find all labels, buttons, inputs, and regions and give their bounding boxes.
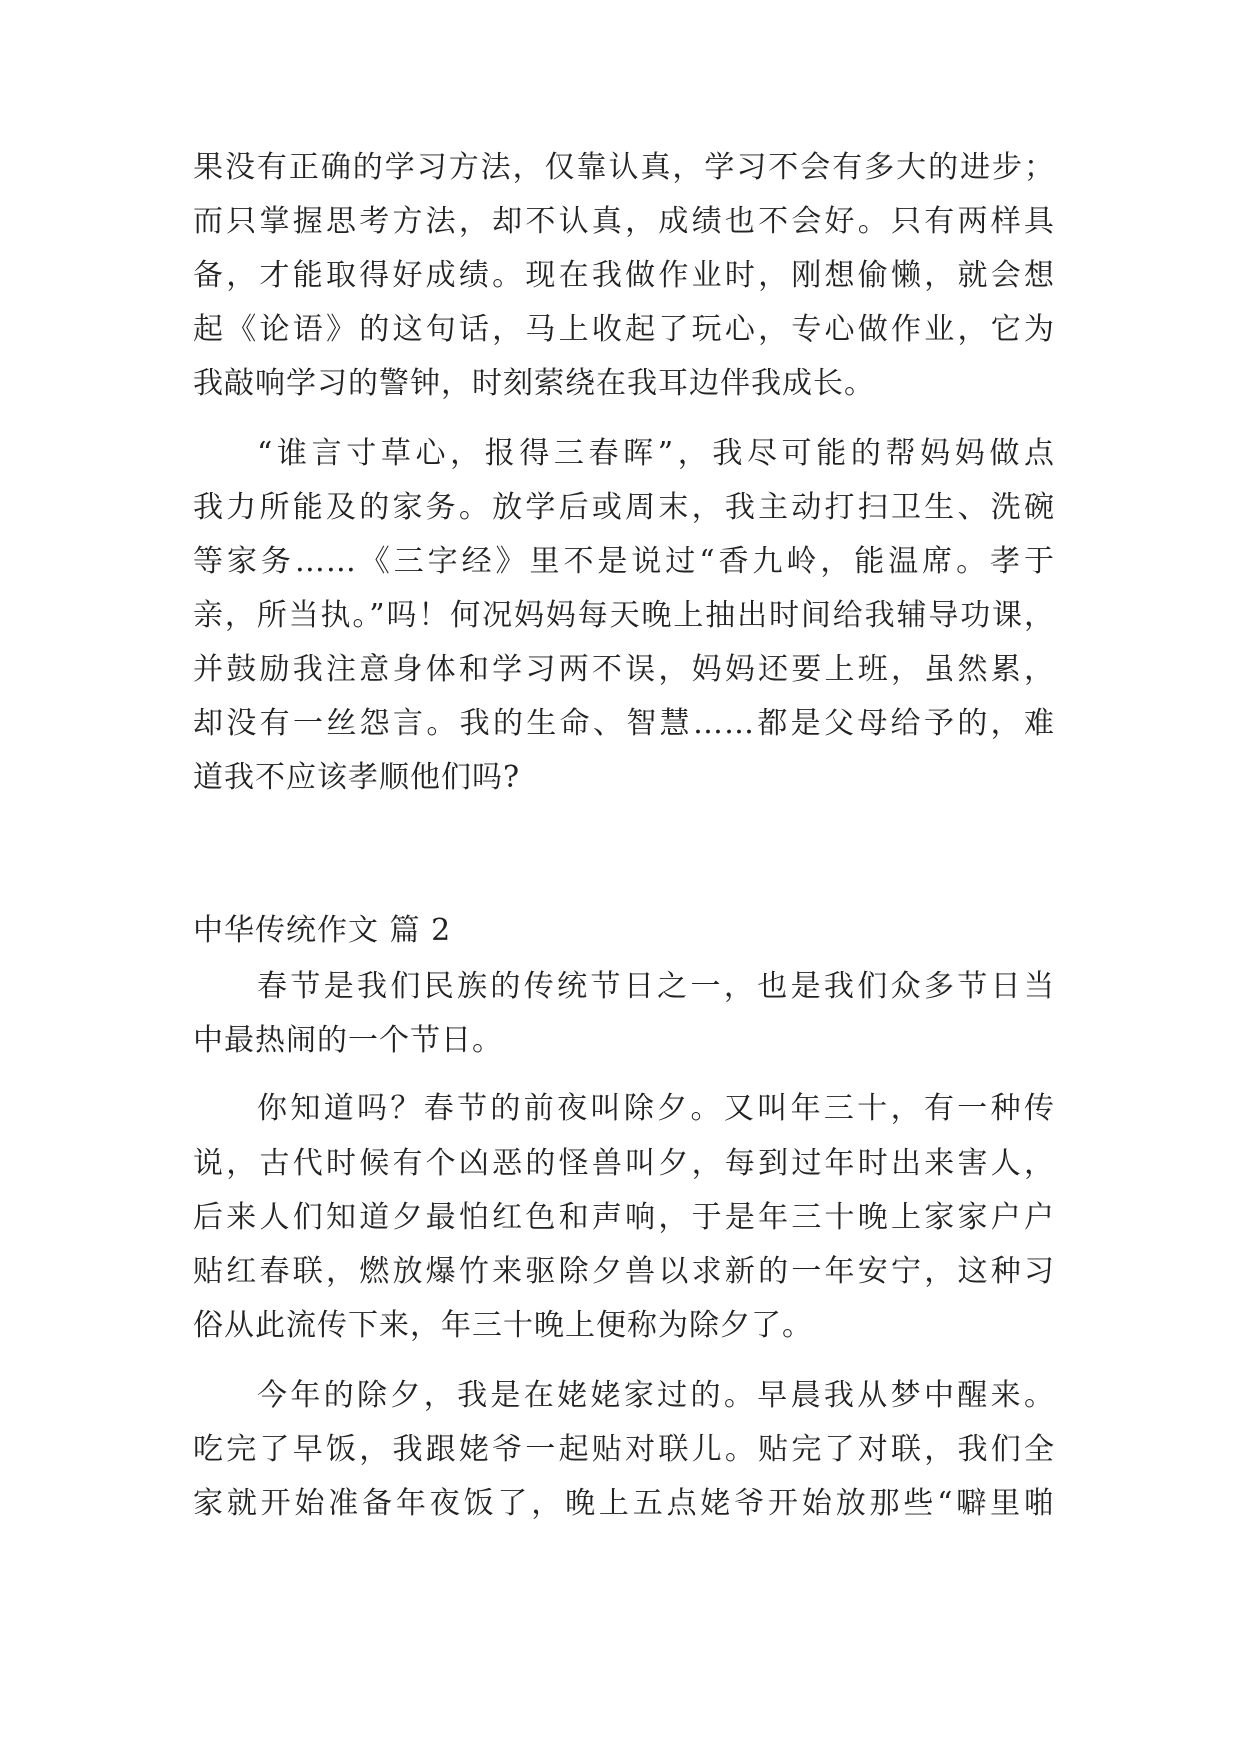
para1-line-2: 而只掌握思考方法，却不认真，成绩也不会好。只有两样具 xyxy=(193,204,1055,239)
para1-line-4: 起《论语》的这句话，马上收起了玩心，专心做作业，它为 xyxy=(193,312,1055,347)
para1-line-3: 备，才能取得好成绩。现在我做作业时，刚想偷懒，就会想 xyxy=(193,258,1055,293)
para2-line-6: 却没有一丝怨言。我的生命、智慧……都是父母给予的，难 xyxy=(193,706,1055,741)
para5-line-3: 家就开始准备年夜饭了，晚上五点姥爷开始放那些“噼里啪 xyxy=(193,1486,1055,1521)
para5-line-1: 今年的除夕，我是在姥姥家过的。早晨我从梦中醒来。 xyxy=(257,1378,1055,1413)
para2-line-7: 道我不应该孝顺他们吗? xyxy=(193,760,521,795)
para3-line-2: 中最热闹的一个节日。 xyxy=(193,1023,503,1058)
para4-line-3: 后来人们知道夕最怕红色和声响，于是年三十晚上家家户户 xyxy=(193,1200,1055,1235)
para2-line-3: 等家务……《三字经》里不是说过“香九岭，能温席。孝于 xyxy=(193,544,1055,579)
para4-line-4: 贴红春联，燃放爆竹来驱除夕兽以求新的一年安宁，这种习 xyxy=(193,1254,1055,1289)
para1-line-1: 果没有正确的学习方法，仅靠认真，学习不会有多大的进步； xyxy=(193,150,1055,185)
para2-line-2: 我力所能及的家务。放学后或周末，我主动打扫卫生、洗碗 xyxy=(193,490,1055,525)
para2-line-1: “谁言寸草心，报得三春晖”，我尽可能的帮妈妈做点 xyxy=(257,436,1055,471)
para2-line-5: 并鼓励我注意身体和学习两不误，妈妈还要上班，虽然累， xyxy=(193,652,1055,687)
para5-line-2: 吃完了早饭，我跟姥爷一起贴对联儿。贴完了对联，我们全 xyxy=(193,1432,1055,1467)
para2-line-4: 亲，所当执。”吗！何况妈妈每天晚上抽出时间给我辅导功课， xyxy=(193,598,1055,633)
para4-line-1: 你知道吗？春节的前夜叫除夕。又叫年三十，有一种传 xyxy=(257,1091,1055,1126)
para4-line-5: 俗从此流传下来，年三十晚上便称为除夕了。 xyxy=(193,1308,813,1343)
para4-line-2: 说，古代时候有个凶恶的怪兽叫夕，每到过年时出来害人， xyxy=(193,1146,1055,1181)
para1-line-5: 我敲响学习的警钟，时刻萦绕在我耳边伴我成长。 xyxy=(193,366,875,401)
para3-line-1: 春节是我们民族的传统节日之一，也是我们众多节日当 xyxy=(257,969,1055,1004)
section-heading: 中华传统作文 篇 2 xyxy=(193,913,452,948)
